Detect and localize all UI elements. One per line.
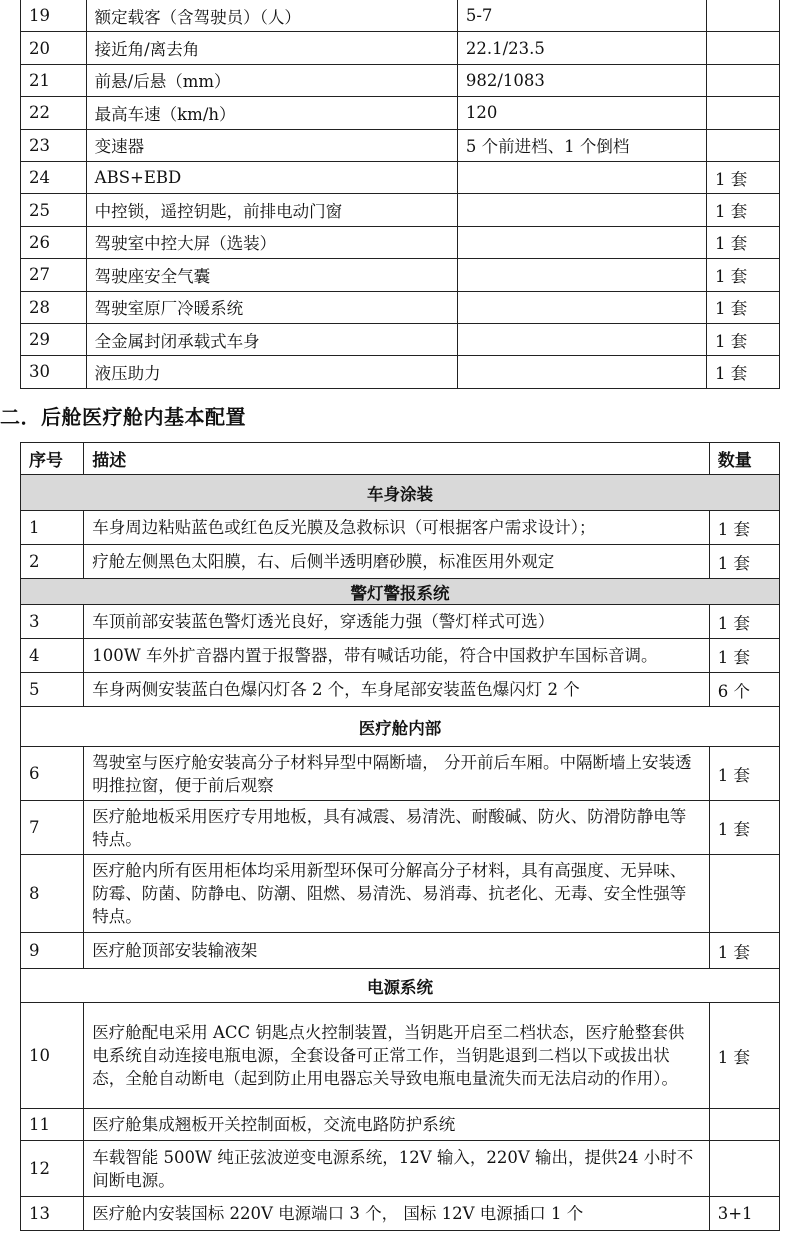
section-title: 电源系统 <box>21 969 780 1003</box>
row-number: 11 <box>21 1109 84 1141</box>
row-desc: 车身两侧安装蓝白色爆闪灯各 2 个，车身尾部安装蓝色爆闪灯 2 个 <box>84 673 709 707</box>
row-qty: 1 套 <box>707 291 780 323</box>
row-qty: 1 套 <box>709 639 779 673</box>
vehicle-spec-table <box>20 0 780 389</box>
table-row <box>21 1003 780 1109</box>
table-row <box>21 291 780 323</box>
table-row <box>21 1109 780 1141</box>
row-number: 6 <box>21 747 84 801</box>
table-row <box>21 747 780 801</box>
row-qty: 3+1 <box>709 1197 779 1231</box>
row-qty: 1 套 <box>707 259 780 291</box>
section-row <box>21 475 780 511</box>
row-item: 变速器 <box>86 129 457 161</box>
row-number: 21 <box>21 64 87 96</box>
row-qty: 1 套 <box>707 323 780 355</box>
row-value <box>457 226 706 258</box>
row-number: 24 <box>21 161 87 193</box>
row-qty: 1 套 <box>709 747 779 801</box>
row-qty: 1 套 <box>707 194 780 226</box>
row-desc: 100W 车外扩音器内置于报警器，带有喊话功能，符合中国救护车国标音调。 <box>84 639 709 673</box>
row-value <box>457 356 706 388</box>
row-value: 5 个前进档、1 个倒档 <box>457 129 706 161</box>
row-number: 19 <box>21 0 87 32</box>
row-number: 9 <box>21 933 84 969</box>
row-desc: 驾驶室与医疗舱安装高分子材料异型中隔断墙， 分开前后车厢。中隔断墙上安装透明推拉窗，便于前后观察 <box>84 747 709 801</box>
row-item: 前悬/后悬（mm） <box>86 64 457 96</box>
row-item: 接近角/离去角 <box>86 32 457 64</box>
row-number: 2 <box>21 545 84 579</box>
row-value <box>457 194 706 226</box>
row-qty: 1 套 <box>707 226 780 258</box>
row-number: 28 <box>21 291 87 323</box>
row-qty: 1 套 <box>709 545 779 579</box>
row-qty: 6 个 <box>709 673 779 707</box>
table-row <box>21 97 780 129</box>
row-qty <box>707 129 780 161</box>
row-qty: 1 套 <box>709 801 779 855</box>
row-item: 额定载客（含驾驶员）（人） <box>86 0 457 32</box>
table-row <box>21 673 780 707</box>
row-number: 23 <box>21 129 87 161</box>
row-number: 12 <box>21 1141 84 1197</box>
row-qty <box>707 32 780 64</box>
section-title: 车身涂装 <box>21 475 780 511</box>
row-number: 7 <box>21 801 84 855</box>
row-desc: 医疗舱配电采用 ACC 钥匙点火控制装置，当钥匙开启至二档状态，医疗舱整套供电系统自动连接电瓶电源，全套设备可正常工作，当钥匙退到二档以下或拔出状态，全舱自动断电（起到防止用电器忘关导致电瓶电量流失而无法启动的作用）。 <box>84 1003 709 1109</box>
row-qty <box>709 1109 779 1141</box>
table-row <box>21 511 780 545</box>
section-title: 医疗舱内部 <box>21 707 780 747</box>
row-number: 25 <box>21 194 87 226</box>
section-row <box>21 969 780 1003</box>
row-number: 29 <box>21 323 87 355</box>
row-qty: 1 套 <box>709 511 779 545</box>
row-qty: 1 套 <box>709 933 779 969</box>
row-desc: 医疗舱顶部安装输液架 <box>84 933 709 969</box>
row-qty <box>709 855 779 933</box>
row-qty <box>707 97 780 129</box>
row-item: 驾驶室中控大屏（选装） <box>86 226 457 258</box>
row-desc: 医疗舱内所有医用柜体均采用新型环保可分解高分子材料，具有高强度、无异味、防霉、防菌、防静电、防潮、阻燃、易清洗、易消毒、抗老化、无毒、安全性强等特点。 <box>84 855 709 933</box>
row-number: 22 <box>21 97 87 129</box>
table-header-row <box>21 443 780 475</box>
table-row <box>21 226 780 258</box>
table-row <box>21 356 780 388</box>
row-qty: 1 套 <box>709 605 779 639</box>
row-qty <box>709 1141 779 1197</box>
section-row <box>21 707 780 747</box>
section-heading: 二．后舱医疗舱内基本配置 <box>0 405 246 429</box>
row-item: ABS+EBD <box>86 161 457 193</box>
row-number: 1 <box>21 511 84 545</box>
table-row <box>21 933 780 969</box>
table-row <box>21 1197 780 1231</box>
row-number: 20 <box>21 32 87 64</box>
row-item: 中控锁，遥控钥匙，前排电动门窗 <box>86 194 457 226</box>
row-value <box>457 291 706 323</box>
row-qty: 1 套 <box>709 1003 779 1109</box>
row-number: 26 <box>21 226 87 258</box>
table-row <box>21 0 780 32</box>
row-desc: 医疗舱地板采用医疗专用地板，具有减震、易清洗、耐酸碱、防火、防滑防静电等特点。 <box>84 801 709 855</box>
table-row <box>21 259 780 291</box>
row-item: 液压助力 <box>86 356 457 388</box>
row-qty: 1 套 <box>707 356 780 388</box>
medical-cabin-config-table <box>20 442 780 1231</box>
row-desc: 医疗舱集成翘板开关控制面板，交流电路防护系统 <box>84 1109 709 1141</box>
row-value <box>457 259 706 291</box>
row-value <box>457 161 706 193</box>
row-number: 5 <box>21 673 84 707</box>
table-row <box>21 605 780 639</box>
row-number: 27 <box>21 259 87 291</box>
row-item: 全金属封闭承载式车身 <box>86 323 457 355</box>
header-no: 序号 <box>21 443 84 475</box>
row-number: 10 <box>21 1003 84 1109</box>
header-qty: 数量 <box>709 443 779 475</box>
row-desc: 医疗舱内安装国标 220V 电源端口 3 个， 国标 12V 电源插口 1 个 <box>84 1197 709 1231</box>
row-value <box>457 323 706 355</box>
table-row <box>21 1141 780 1197</box>
table-row <box>21 32 780 64</box>
row-qty <box>707 64 780 96</box>
table-row <box>21 323 780 355</box>
row-desc: 车身周边粘贴蓝色或红色反光膜及急救标识（可根据客户需求设计）； <box>84 511 709 545</box>
row-desc: 车顶前部安装蓝色警灯透光良好，穿透能力强（警灯样式可选） <box>84 605 709 639</box>
row-value: 120 <box>457 97 706 129</box>
table-row <box>21 161 780 193</box>
row-item: 驾驶座安全气囊 <box>86 259 457 291</box>
row-number: 13 <box>21 1197 84 1231</box>
table-row <box>21 801 780 855</box>
table-row <box>21 639 780 673</box>
row-desc: 疗舱左侧黑色太阳膜，右、后侧半透明磨砂膜，标准医用外观定 <box>84 545 709 579</box>
section-row <box>21 579 780 605</box>
table-row <box>21 64 780 96</box>
row-value: 5-7 <box>457 0 706 32</box>
table-row <box>21 855 780 933</box>
row-qty: 1 套 <box>707 161 780 193</box>
row-qty <box>707 0 780 32</box>
row-item: 最高车速（km/h） <box>86 97 457 129</box>
row-number: 3 <box>21 605 84 639</box>
row-number: 4 <box>21 639 84 673</box>
row-value: 22.1/23.5 <box>457 32 706 64</box>
table-row <box>21 545 780 579</box>
table-row <box>21 129 780 161</box>
row-desc: 车载智能 500W 纯正弦波逆变电源系统，12V 输入，220V 输出，提供24 小时不间断电源。 <box>84 1141 709 1197</box>
table-row <box>21 194 780 226</box>
header-desc: 描述 <box>84 443 709 475</box>
row-number: 8 <box>21 855 84 933</box>
row-item: 驾驶室原厂冷暖系统 <box>86 291 457 323</box>
row-number: 30 <box>21 356 87 388</box>
row-value: 982/1083 <box>457 64 706 96</box>
section-title: 警灯警报系统 <box>21 579 780 605</box>
